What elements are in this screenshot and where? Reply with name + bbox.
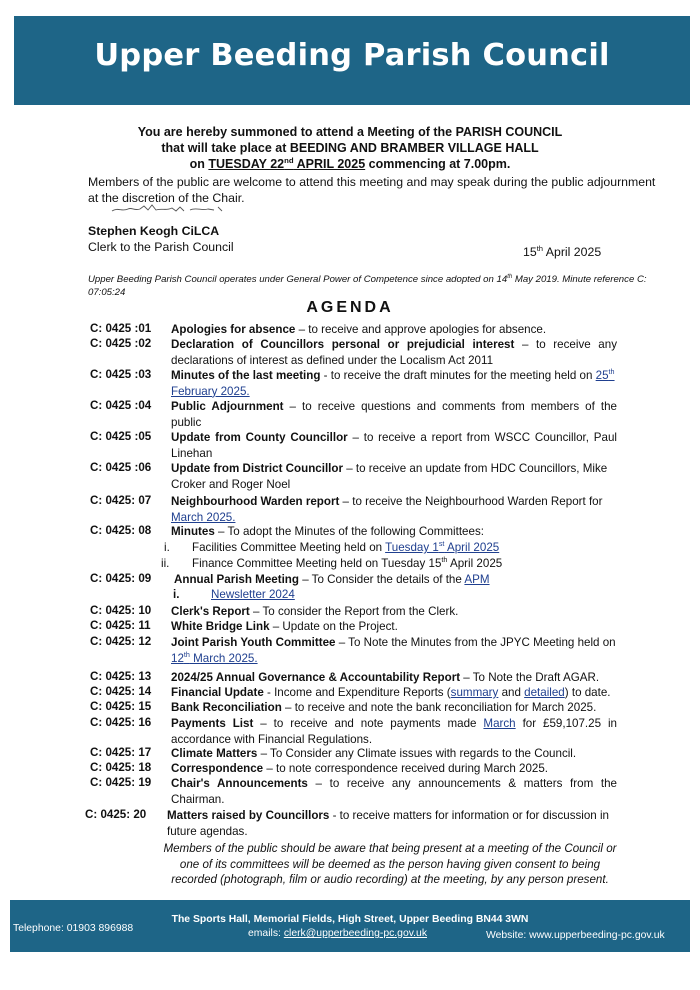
sub-item <box>211 587 295 603</box>
agenda-item <box>171 430 617 461</box>
sub-item-number: ii. <box>161 557 170 570</box>
agenda-item <box>171 761 617 777</box>
item-ref: C: 0425: 14 <box>90 685 152 698</box>
item-ref: C: 0425: 11 <box>90 619 151 632</box>
item-heading: Neighbourhood Warden report <box>171 495 340 508</box>
item-text-end: ) to date. <box>564 686 611 699</box>
gpc-note-rest: May 2019. Minute reference C: 07:05:24 <box>88 274 647 298</box>
item-text-mid: and <box>498 686 525 699</box>
item-ref: C: 0425 :03 <box>90 368 152 381</box>
agenda-item <box>171 524 617 540</box>
item-heading: Payments List <box>171 717 254 730</box>
page-title: Upper Beeding Parish Council <box>94 38 610 73</box>
item-heading: Correspondence <box>171 762 264 775</box>
agenda-item <box>171 716 617 747</box>
item-ref: C: 0425 :06 <box>90 461 152 474</box>
item-heading: Chair's Announcements <box>171 777 308 790</box>
agenda-item <box>171 700 617 716</box>
summons-line-1: You are hereby summoned to attend a Meeting of the PARISH COUNCIL <box>137 125 563 139</box>
link-suffix: st <box>438 539 445 549</box>
jpyc-minutes-link[interactable] <box>171 649 258 665</box>
item-text: – to receive a report from WSCC Councillor, Paul Linehan <box>171 431 617 460</box>
item-text: – to note correspondence received during March 2025. <box>263 762 549 775</box>
clerk-role: Clerk to the Parish Council <box>88 240 234 254</box>
sub-item-number: i. <box>173 588 180 601</box>
newsletter-link[interactable]: Newsletter 2024 <box>211 588 295 601</box>
item-heading: White Bridge Link <box>171 620 270 633</box>
facilities-minutes-link[interactable] <box>385 541 499 554</box>
summary-link[interactable]: summary <box>450 686 499 699</box>
item-text: – To Note the Draft AGAR. <box>460 671 600 684</box>
item-ref: C: 0425 :05 <box>90 430 152 443</box>
item-heading: Minutes of the last meeting <box>171 369 321 382</box>
agenda-item <box>171 368 617 399</box>
item-heading: Update from District Councillor <box>171 462 343 475</box>
item-text: – To Consider the details of the <box>298 573 465 586</box>
notice-date-day: 15 <box>523 245 537 259</box>
public-note: Members of the public are welcome to attend this meeting and may speak during the public adjournment at the discretion of the Chair. <box>88 175 656 205</box>
agenda-item <box>171 635 617 666</box>
meeting-date <box>208 157 365 171</box>
item-heading: Climate Matters <box>171 747 258 760</box>
item-ref: C: 0425: 07 <box>90 494 152 507</box>
warden-report-link[interactable]: March 2025. <box>171 510 236 524</box>
item-heading: Financial Update <box>171 686 264 699</box>
item-ref: C: 0425: 08 <box>90 524 152 537</box>
gpc-note-text: Upper Beeding Parish Council operates under General Power of Competence since adopted on 14 <box>88 274 508 285</box>
item-heading: Matters raised by Councillors <box>167 809 330 822</box>
header-banner <box>14 16 690 105</box>
agenda-item <box>171 776 617 807</box>
item-text: – To consider the Report from the Clerk. <box>249 605 459 618</box>
sub-item <box>192 556 502 572</box>
sub-item-number: i. <box>164 541 170 554</box>
agenda-title: AGENDA <box>306 299 394 316</box>
gpc-note-suffix: th <box>507 273 513 280</box>
summons-prefix: on <box>189 157 209 171</box>
item-text: – To Consider any Climate issues with regards to the Council. <box>257 747 577 760</box>
footer-bar <box>10 900 690 952</box>
meeting-date-suffix: nd <box>284 155 294 165</box>
item-ref: C: 0425 :04 <box>90 399 152 412</box>
payments-march-link[interactable]: March <box>483 717 516 730</box>
clerk-name: Stephen Keogh CiLCA <box>88 224 220 238</box>
agenda-item <box>171 337 617 368</box>
agenda-item <box>167 808 617 839</box>
agenda-item <box>171 322 617 338</box>
link-text-rest: March 2025. <box>189 651 258 665</box>
item-text-end: for £59,107.25 in accordance with Financial Regulations. <box>171 717 618 746</box>
item-ref: C: 0425: 09 <box>90 572 152 585</box>
agenda-item <box>174 572 620 588</box>
item-text: – Update on the Project. <box>269 620 398 633</box>
notice-date-suffix: th <box>536 243 544 253</box>
sub-item-suffix: th <box>441 555 448 565</box>
notice-date-rest: April 2025 <box>543 245 602 259</box>
item-text: – to receive any announcements & matters from the Chairman. <box>171 777 617 806</box>
sub-item-text-rest: April 2025 <box>447 557 503 570</box>
item-text: – to receive any declarations of interest as defined under the Localism Act 2011 <box>171 338 617 367</box>
recording-notice: Members of the public should be aware that being present at a meeting of the Council or one of its committees will be deemed as the person having given consent to being recorded (photograph, film or audio recording) at the meeting, by any person present. <box>163 842 617 886</box>
summons-line-2: that will take place at BEEDING AND BRAMBER VILLAGE HALL <box>161 141 539 155</box>
item-text: – to receive questions and comments from members of the public <box>171 400 617 429</box>
link-text: Tuesday 1 <box>385 541 439 554</box>
link-suffix: th <box>608 367 615 377</box>
agenda-item <box>171 670 617 686</box>
item-text: – To Note the Minutes from the JPYC Meeting held on <box>335 636 616 649</box>
meeting-date-day: TUESDAY 22 <box>208 157 285 171</box>
link-text: 25 <box>595 369 609 382</box>
item-ref: C: 0425: 20 <box>85 808 147 821</box>
footer-email <box>248 928 427 939</box>
agenda-item <box>171 399 617 430</box>
item-ref: C: 0425 :02 <box>90 337 152 350</box>
meeting-date-month: APRIL 2025 <box>293 157 366 171</box>
item-heading: Annual Parish Meeting <box>174 573 299 586</box>
summons-suffix: commencing at 7.00pm. <box>365 157 511 171</box>
item-text: – To adopt the Minutes of the following Committees: <box>214 525 484 538</box>
signature <box>110 201 230 215</box>
footer-address: The Sports Hall, Memorial Fields, High Street, Upper Beeding BN44 3WN <box>171 914 529 925</box>
footer-website: Website: www.upperbeeding-pc.gov.uk <box>486 930 665 941</box>
item-ref: C: 0425: 15 <box>90 700 152 713</box>
apm-link[interactable]: APM <box>464 573 490 586</box>
item-heading: Bank Reconciliation <box>171 701 282 714</box>
item-ref: C: 0425: 13 <box>90 670 152 683</box>
item-heading: Minutes <box>171 525 215 538</box>
item-heading: 2024/25 Annual Governance & Accountability Report <box>171 671 461 684</box>
item-heading: Clerk's Report <box>171 605 250 618</box>
item-text: – to receive the Neighbourhood Warden Report for <box>339 495 603 508</box>
agenda-item <box>171 461 617 492</box>
footer-telephone: Telephone: 01903 896988 <box>13 923 134 934</box>
item-ref: C: 0425: 12 <box>90 635 152 648</box>
item-text: – to receive and note the bank reconciliation for March 2025. <box>281 701 597 714</box>
item-heading: Public Adjournment <box>171 400 284 413</box>
item-ref: C: 0425: 10 <box>90 604 152 617</box>
item-text: – to receive an update from HDC Councillors, Mike Croker and Roger Noel <box>171 462 608 491</box>
item-ref: C: 0425: 17 <box>90 746 152 759</box>
item-ref: C: 0425: 16 <box>90 716 152 729</box>
agenda-item <box>171 619 617 635</box>
item-text: – to receive and approve apologies for absence. <box>295 323 547 336</box>
item-text: - to receive matters for information or for discussion in future agendas. <box>167 809 610 838</box>
sub-item-text: Facilities Committee Meeting held on <box>192 541 386 554</box>
item-ref: C: 0425 :01 <box>90 322 152 335</box>
link-suffix: th <box>183 649 190 659</box>
notice-date <box>523 245 601 259</box>
sub-item-text: Finance Committee Meeting held on Tuesday 15 <box>192 557 442 570</box>
item-heading: Declaration of Councillors personal or prejudicial interest <box>171 338 515 351</box>
email-link[interactable]: clerk@upperbeeding-pc.gov.uk <box>283 928 428 939</box>
item-heading: Update from County Councillor <box>171 431 348 444</box>
link-text: 12 <box>171 651 184 665</box>
item-ref: C: 0425: 18 <box>90 761 152 774</box>
email-label: emails: <box>248 928 284 939</box>
link-text-rest: February 2025. <box>171 384 250 398</box>
item-heading: Apologies for absence <box>171 323 296 336</box>
item-text: - to receive the draft minutes for the meeting held on <box>320 369 596 382</box>
sub-item <box>192 540 499 556</box>
item-heading: Joint Parish Youth Committee <box>171 636 336 649</box>
link-text-rest: April 2025 <box>444 541 500 554</box>
gpc-note <box>88 273 658 299</box>
item-text: - Income and Expenditure Reports ( <box>263 686 451 699</box>
agenda-item <box>171 604 617 620</box>
agenda-item <box>171 494 617 525</box>
item-ref: C: 0425: 19 <box>90 776 152 789</box>
agenda-item <box>171 685 617 701</box>
summons-line-3 <box>0 156 700 173</box>
detailed-link[interactable]: detailed <box>524 686 565 699</box>
agenda-item <box>171 746 617 762</box>
item-text: – to receive and note payments made <box>253 717 484 730</box>
